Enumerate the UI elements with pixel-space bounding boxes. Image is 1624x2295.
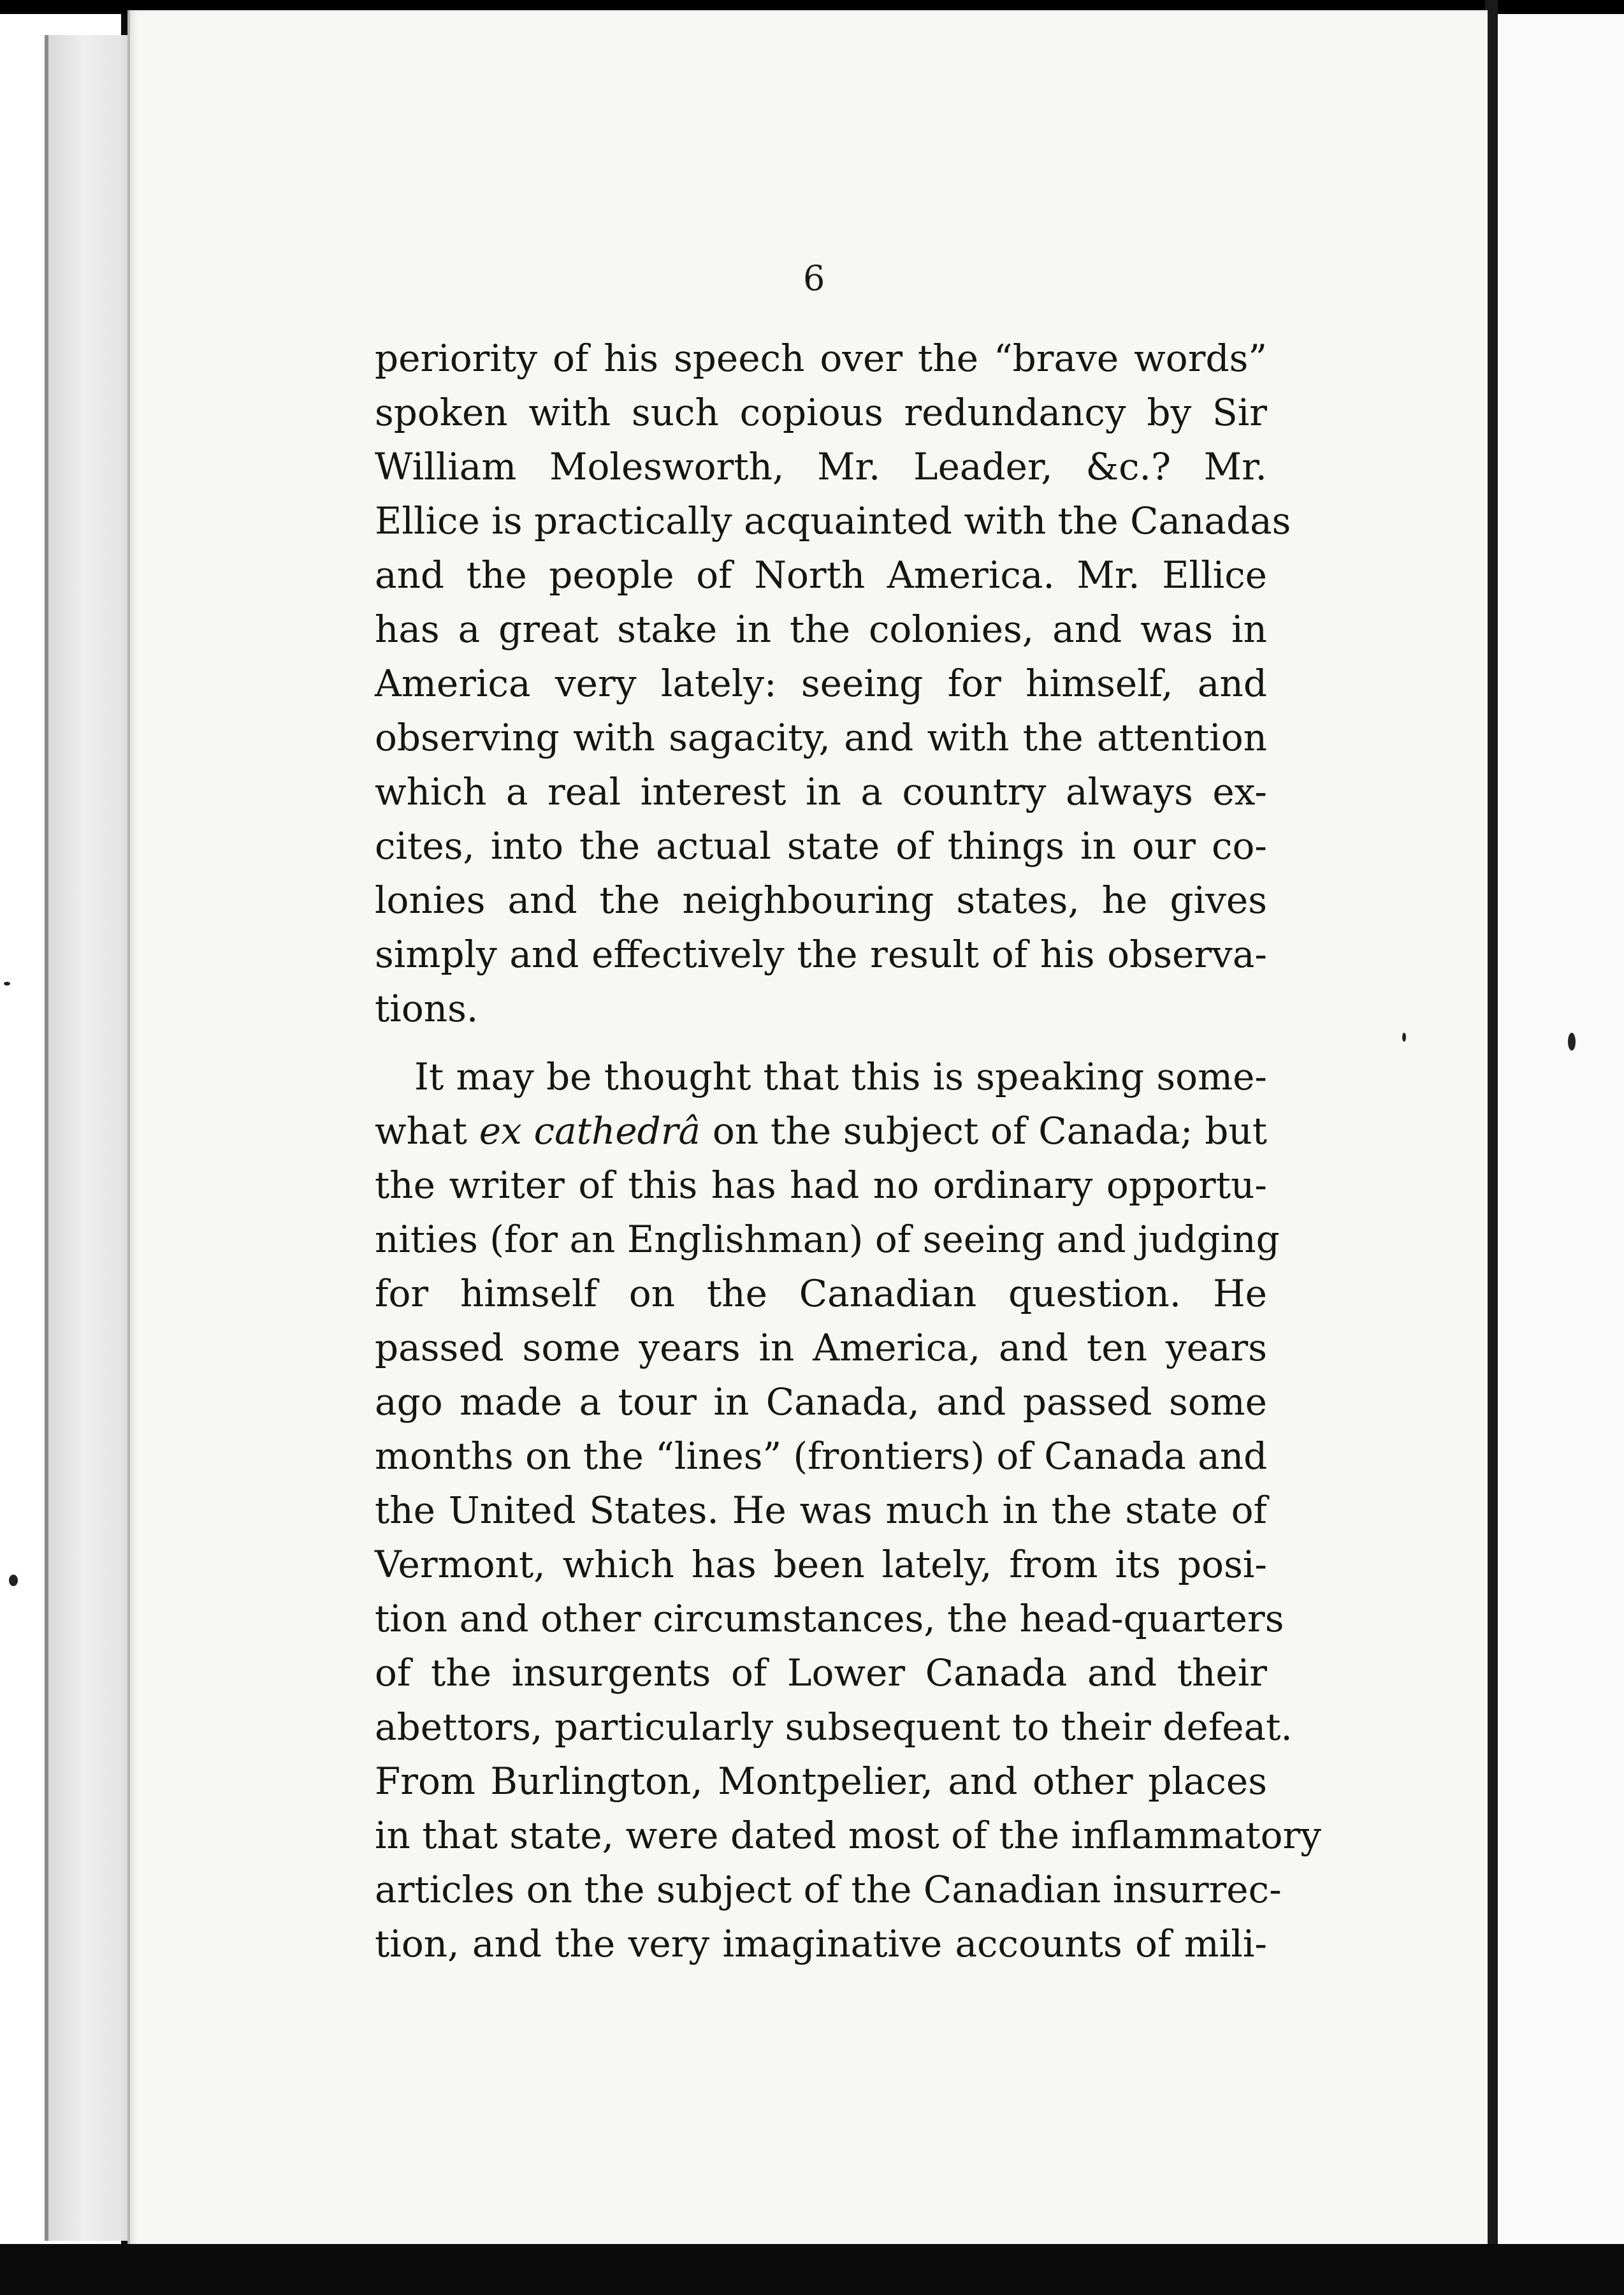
text-line: the United States. He was much in the state of [375, 1489, 1267, 1532]
underlying-sheet-edge [45, 35, 138, 2241]
text-line: tions. [375, 987, 479, 1030]
text-line: tion and other circumstances, the head-quarters [375, 1597, 1284, 1640]
text-line: lonies and the neighbouring states, he gives [375, 878, 1267, 922]
text-line: William Molesworth, Mr. Leader, &c.? Mr. [375, 445, 1267, 488]
text-line: nities (for an Englishman) of seeing and judging [375, 1218, 1280, 1261]
text-line: From Burlington, Montpelier, and other places [375, 1759, 1267, 1803]
text-line: Vermont, which has been lately, from its posi- [375, 1543, 1267, 1586]
text-line: which a real interest in a country always ex- [375, 770, 1267, 813]
text-line: has a great stake in the colonies, and was in [375, 608, 1267, 651]
text-line: cites, into the actual state of things in our co- [375, 824, 1267, 868]
text-line: of the insurgents of Lower Canada and their [375, 1651, 1267, 1694]
text-line: for himself on the Canadian question. He [375, 1272, 1267, 1315]
scan-bottom-edge [0, 2244, 1624, 2295]
text-line: observing with sagacity, and with the attention [375, 716, 1267, 759]
text-line: in that state, were dated most of the inflammatory [375, 1814, 1321, 1857]
text-line: tion, and the very imaginative accounts of mili- [375, 1922, 1267, 1965]
scan-speck [4, 982, 10, 986]
scan-speck [1402, 1033, 1406, 1042]
text-line: months on the “lines” (frontiers) of Canada and [375, 1434, 1268, 1478]
text-line: articles on the subject of the Canadian insurrec- [375, 1868, 1282, 1911]
facing-page-edge [1498, 14, 1624, 2245]
text-line: It may be thought that this is speaking some- [414, 1055, 1267, 1098]
text-line: the writer of this has had no ordinary opportu- [375, 1163, 1267, 1207]
text-line: Ellice is practically acquainted with the Canadas [375, 499, 1291, 543]
text-line: spoken with such copious redundancy by Sir [375, 391, 1267, 434]
text-line: America very lately: seeing for himself, and [375, 662, 1267, 705]
page-number: 6 [803, 258, 825, 298]
italic-phrase: ex cathedrâ [479, 1109, 701, 1153]
text-line: and the people of North America. Mr. Ellice [375, 553, 1267, 597]
text-line: periority of his speech over the “brave words” [375, 337, 1267, 380]
scan-speck [9, 1575, 18, 1586]
text-line: passed some years in America, and ten years [375, 1326, 1267, 1369]
text-line: ago made a tour in Canada, and passed some [375, 1380, 1267, 1424]
text-segment: on the subject of Canada; but [700, 1109, 1268, 1153]
scan-speck [1568, 1033, 1576, 1051]
text-line: abettors, particularly subsequent to their defeat. [375, 1705, 1293, 1749]
text-line-with-italic [375, 1104, 1267, 1158]
body-text [375, 332, 1321, 1971]
paragraph-gap [375, 1036, 1267, 1050]
text-line: simply and effectively the result of his observa- [375, 933, 1267, 976]
text-segment: what [375, 1109, 479, 1153]
